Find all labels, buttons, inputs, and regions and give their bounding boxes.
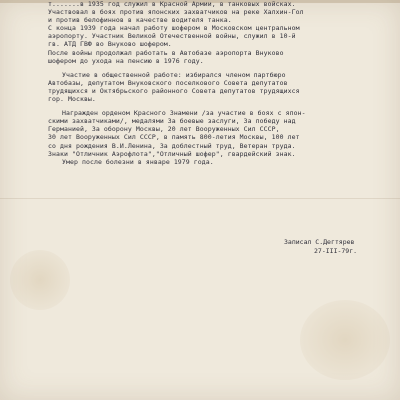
- text-line: Участвовал в боях против японских захватчиков на реке Халхин-Гол: [48, 8, 304, 17]
- text-line: Награжден орденом Красного Знамени /за участие в боях с япон-: [62, 109, 306, 118]
- typed-text-body: [48, 0, 394, 166]
- text-line: трудящихся и Октябрьского районного Совета депутатов трудящихся: [48, 86, 300, 95]
- text-line: Знаки "Отличник Аэрофлота","Отличный шофер", гвардейский знак.: [48, 149, 296, 158]
- text-line: т.......в 1935 год служил в Красной Армии, в танковых войсках.: [48, 0, 296, 8]
- text-line: С конца 1939 года начал работу шофером в Московском центральном: [48, 24, 300, 33]
- text-line: 30 лет Вооруженных Сил СССР, в память 800-летия Москвы, 100 лет: [48, 133, 300, 142]
- text-line: скими захватчиками/, медалями За боевые заслуги, За победу над: [48, 117, 296, 126]
- signature-block: [284, 238, 357, 256]
- text-line: Германией, За оборону Москвы, 20 лет Вооруженных Сил СССР,: [48, 125, 280, 134]
- text-line: Автобазы, депутатом Внуковского поселкового Совета депутатов: [48, 78, 288, 87]
- text-line: Умер после болезни в январе 1979 года.: [62, 157, 214, 166]
- text-line: и против белофиннов в качестве водителя танка.: [48, 16, 232, 25]
- text-line: шофером до ухода на пенсию в 1976 году.: [48, 56, 204, 65]
- signature-author: Записал С.Дегтярев: [284, 238, 355, 246]
- text-line: гор. Москвы.: [48, 95, 96, 104]
- paper-fold: [0, 198, 400, 199]
- text-line: аэропорту. Участник Великой Отечественной войны, служил в 10-й: [48, 32, 296, 41]
- text-line: После войны продолжал работать в Автобазе аэропорта Внуково: [48, 48, 284, 57]
- paper-stain: [10, 250, 70, 310]
- signature-date: 27-III-79г.: [314, 247, 358, 255]
- text-line: со дня рождения В.И.Ленина, За доблестный труд, Ветеран труда.: [48, 141, 296, 150]
- text-line: гв. АТД ГВФ во Внуково шофером.: [48, 40, 172, 49]
- text-line: Участие в общественной работе: избирался членом партбюро: [62, 70, 286, 79]
- paper-stain: [300, 300, 390, 380]
